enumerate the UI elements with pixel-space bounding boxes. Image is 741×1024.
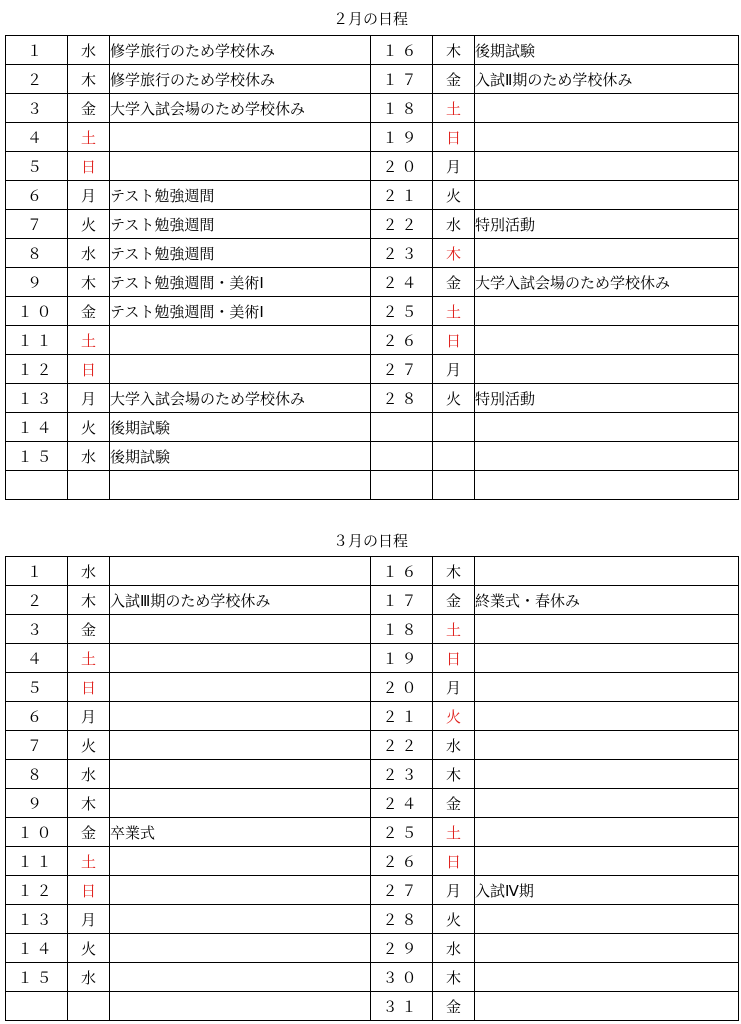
day-cell: ２６ bbox=[371, 326, 433, 355]
event-cell bbox=[475, 731, 739, 760]
day-cell: １０ bbox=[6, 818, 68, 847]
table-row bbox=[6, 36, 739, 65]
weekday-cell: 火 bbox=[433, 702, 475, 731]
day-cell: ８ bbox=[6, 760, 68, 789]
event-cell: 後期試験 bbox=[110, 413, 371, 442]
day-cell: ７ bbox=[6, 210, 68, 239]
day-cell: １６ bbox=[371, 557, 433, 586]
day-cell: １３ bbox=[6, 905, 68, 934]
event-cell bbox=[475, 673, 739, 702]
day-cell: ３ bbox=[6, 94, 68, 123]
event-cell bbox=[475, 94, 739, 123]
table-row bbox=[6, 673, 739, 702]
table-row bbox=[6, 152, 739, 181]
event-cell bbox=[475, 818, 739, 847]
day-cell: １７ bbox=[371, 65, 433, 94]
weekday-cell: 金 bbox=[68, 818, 110, 847]
weekday-cell: 木 bbox=[68, 586, 110, 615]
weekday-cell: 水 bbox=[68, 557, 110, 586]
day-cell: ２ bbox=[6, 586, 68, 615]
day-cell: ６ bbox=[6, 702, 68, 731]
table-row bbox=[6, 355, 739, 384]
table-row bbox=[6, 181, 739, 210]
event-cell bbox=[475, 123, 739, 152]
event-cell bbox=[110, 644, 371, 673]
weekday-cell: 水 bbox=[68, 442, 110, 471]
weekday-cell: 日 bbox=[433, 644, 475, 673]
event-cell bbox=[110, 471, 371, 500]
table-row bbox=[6, 442, 739, 471]
event-cell: 修学旅行のため学校休み bbox=[110, 65, 371, 94]
day-cell: ３０ bbox=[371, 963, 433, 992]
event-cell: テスト勉強週間 bbox=[110, 210, 371, 239]
event-cell bbox=[110, 847, 371, 876]
weekday-cell: 金 bbox=[433, 268, 475, 297]
day-cell: ２５ bbox=[371, 818, 433, 847]
march-title: ３月の日程 bbox=[332, 532, 408, 550]
event-cell: 入試Ⅲ期のため学校休み bbox=[110, 586, 371, 615]
event-cell bbox=[110, 702, 371, 731]
event-cell: 大学入試会場のため学校休み bbox=[110, 384, 371, 413]
weekday-cell: 日 bbox=[68, 876, 110, 905]
table-row bbox=[6, 413, 739, 442]
day-cell: ２７ bbox=[371, 355, 433, 384]
event-cell bbox=[475, 413, 739, 442]
weekday-cell: 月 bbox=[68, 905, 110, 934]
table-row bbox=[6, 557, 739, 586]
event-cell bbox=[475, 355, 739, 384]
day-cell: １２ bbox=[6, 876, 68, 905]
weekday-cell: 木 bbox=[433, 963, 475, 992]
day-cell: ２０ bbox=[371, 673, 433, 702]
weekday-cell: 金 bbox=[68, 615, 110, 644]
event-cell bbox=[475, 760, 739, 789]
day-cell: ２６ bbox=[371, 847, 433, 876]
weekday-cell: 日 bbox=[68, 673, 110, 702]
day-cell: ２０ bbox=[371, 152, 433, 181]
event-cell bbox=[475, 847, 739, 876]
event-cell bbox=[475, 789, 739, 818]
table-row bbox=[6, 615, 739, 644]
event-cell: 大学入試会場のため学校休み bbox=[110, 94, 371, 123]
event-cell bbox=[110, 123, 371, 152]
event-cell: 修学旅行のため学校休み bbox=[110, 36, 371, 65]
event-cell: 後期試験 bbox=[475, 36, 739, 65]
weekday-cell: 月 bbox=[433, 673, 475, 702]
event-cell bbox=[475, 326, 739, 355]
weekday-cell bbox=[68, 992, 110, 1021]
day-cell: １１ bbox=[6, 847, 68, 876]
event-cell bbox=[475, 644, 739, 673]
event-cell bbox=[110, 934, 371, 963]
event-cell bbox=[475, 152, 739, 181]
day-cell: ２１ bbox=[371, 181, 433, 210]
table-row bbox=[6, 760, 739, 789]
event-cell bbox=[110, 876, 371, 905]
day-cell: １９ bbox=[371, 644, 433, 673]
event-cell bbox=[475, 963, 739, 992]
day-cell: １９ bbox=[371, 123, 433, 152]
weekday-cell: 金 bbox=[433, 789, 475, 818]
event-cell bbox=[475, 702, 739, 731]
table-row bbox=[6, 847, 739, 876]
table-row bbox=[6, 818, 739, 847]
event-cell bbox=[475, 181, 739, 210]
weekday-cell: 土 bbox=[68, 847, 110, 876]
weekday-cell: 土 bbox=[433, 615, 475, 644]
day-cell: ５ bbox=[6, 673, 68, 702]
weekday-cell: 土 bbox=[433, 818, 475, 847]
day-cell: ３ bbox=[6, 615, 68, 644]
event-cell bbox=[475, 905, 739, 934]
table-row bbox=[6, 123, 739, 152]
weekday-cell: 日 bbox=[433, 326, 475, 355]
event-cell bbox=[475, 442, 739, 471]
event-cell: 入試Ⅳ期 bbox=[475, 876, 739, 905]
day-cell: ２７ bbox=[371, 876, 433, 905]
day-cell: １４ bbox=[6, 934, 68, 963]
table-row bbox=[6, 789, 739, 818]
event-cell: テスト勉強週間 bbox=[110, 239, 371, 268]
weekday-cell bbox=[433, 413, 475, 442]
day-cell: ２５ bbox=[371, 297, 433, 326]
event-cell bbox=[475, 297, 739, 326]
event-cell bbox=[475, 934, 739, 963]
weekday-cell: 土 bbox=[68, 644, 110, 673]
table-row bbox=[6, 210, 739, 239]
weekday-cell: 木 bbox=[433, 36, 475, 65]
table-row bbox=[6, 586, 739, 615]
event-cell bbox=[475, 471, 739, 500]
event-cell: 特別活動 bbox=[475, 384, 739, 413]
day-cell: ８ bbox=[6, 239, 68, 268]
weekday-cell: 火 bbox=[68, 210, 110, 239]
event-cell bbox=[110, 355, 371, 384]
weekday-cell: 金 bbox=[433, 586, 475, 615]
event-cell: 特別活動 bbox=[475, 210, 739, 239]
table-row bbox=[6, 384, 739, 413]
day-cell: ２１ bbox=[371, 702, 433, 731]
event-cell bbox=[110, 615, 371, 644]
day-cell: １８ bbox=[371, 94, 433, 123]
day-cell: １２ bbox=[6, 355, 68, 384]
day-cell: ２４ bbox=[371, 268, 433, 297]
day-cell: ２４ bbox=[371, 789, 433, 818]
weekday-cell: 月 bbox=[433, 355, 475, 384]
day-cell: １５ bbox=[6, 442, 68, 471]
day-cell: ９ bbox=[6, 789, 68, 818]
event-cell: 後期試験 bbox=[110, 442, 371, 471]
weekday-cell: 土 bbox=[68, 123, 110, 152]
weekday-cell: 木 bbox=[433, 557, 475, 586]
table-row bbox=[6, 297, 739, 326]
weekday-cell: 木 bbox=[433, 239, 475, 268]
table-row bbox=[6, 94, 739, 123]
day-cell: １３ bbox=[6, 384, 68, 413]
event-cell bbox=[475, 615, 739, 644]
weekday-cell: 水 bbox=[68, 760, 110, 789]
day-cell: ３１ bbox=[371, 992, 433, 1021]
day-cell: ９ bbox=[6, 268, 68, 297]
day-cell bbox=[371, 471, 433, 500]
day-cell: １ bbox=[6, 557, 68, 586]
day-cell: ７ bbox=[6, 731, 68, 760]
day-cell: ４ bbox=[6, 644, 68, 673]
table-row bbox=[6, 702, 739, 731]
weekday-cell: 火 bbox=[68, 934, 110, 963]
day-cell: １８ bbox=[371, 615, 433, 644]
event-cell bbox=[110, 557, 371, 586]
weekday-cell: 木 bbox=[68, 65, 110, 94]
weekday-cell: 火 bbox=[68, 413, 110, 442]
event-cell bbox=[110, 905, 371, 934]
day-cell bbox=[6, 992, 68, 1021]
weekday-cell: 月 bbox=[68, 702, 110, 731]
weekday-cell: 木 bbox=[68, 268, 110, 297]
event-cell bbox=[475, 239, 739, 268]
table-row bbox=[6, 326, 739, 355]
table-row bbox=[6, 905, 739, 934]
event-cell bbox=[475, 557, 739, 586]
weekday-cell: 金 bbox=[68, 94, 110, 123]
weekday-cell: 土 bbox=[433, 94, 475, 123]
table-row bbox=[6, 644, 739, 673]
day-cell: ２８ bbox=[371, 384, 433, 413]
weekday-cell: 水 bbox=[433, 934, 475, 963]
weekday-cell: 木 bbox=[433, 760, 475, 789]
weekday-cell: 月 bbox=[433, 876, 475, 905]
weekday-cell: 日 bbox=[433, 123, 475, 152]
table-row bbox=[6, 963, 739, 992]
table-row bbox=[6, 268, 739, 297]
weekday-cell: 水 bbox=[433, 731, 475, 760]
table-row bbox=[6, 934, 739, 963]
day-cell: ２９ bbox=[371, 934, 433, 963]
weekday-cell: 日 bbox=[68, 152, 110, 181]
weekday-cell: 月 bbox=[433, 152, 475, 181]
weekday-cell: 火 bbox=[433, 181, 475, 210]
weekday-cell: 水 bbox=[68, 239, 110, 268]
weekday-cell: 土 bbox=[68, 326, 110, 355]
day-cell: １０ bbox=[6, 297, 68, 326]
day-cell: １４ bbox=[6, 413, 68, 442]
table-row bbox=[6, 471, 739, 500]
day-cell: ２ bbox=[6, 65, 68, 94]
event-cell bbox=[110, 326, 371, 355]
weekday-cell: 火 bbox=[433, 384, 475, 413]
event-cell: テスト勉強週間 bbox=[110, 181, 371, 210]
day-cell: ２８ bbox=[371, 905, 433, 934]
event-cell: 入試Ⅱ期のため学校休み bbox=[475, 65, 739, 94]
day-cell: １１ bbox=[6, 326, 68, 355]
weekday-cell: 水 bbox=[433, 210, 475, 239]
event-cell bbox=[110, 152, 371, 181]
weekday-cell: 金 bbox=[433, 992, 475, 1021]
day-cell: ６ bbox=[6, 181, 68, 210]
weekday-cell: 水 bbox=[68, 963, 110, 992]
event-cell: テスト勉強週間・美術Ⅰ bbox=[110, 268, 371, 297]
event-cell bbox=[110, 789, 371, 818]
weekday-cell: 日 bbox=[433, 847, 475, 876]
weekday-cell: 水 bbox=[68, 36, 110, 65]
weekday-cell: 木 bbox=[68, 789, 110, 818]
day-cell: １７ bbox=[371, 586, 433, 615]
weekday-cell: 月 bbox=[68, 384, 110, 413]
weekday-cell: 金 bbox=[433, 65, 475, 94]
event-cell: 卒業式 bbox=[110, 818, 371, 847]
weekday-cell bbox=[433, 471, 475, 500]
weekday-cell: 土 bbox=[433, 297, 475, 326]
day-cell: ２２ bbox=[371, 731, 433, 760]
day-cell bbox=[6, 471, 68, 500]
day-cell: ２２ bbox=[371, 210, 433, 239]
event-cell: 終業式・春休み bbox=[475, 586, 739, 615]
event-cell bbox=[110, 760, 371, 789]
event-cell: テスト勉強週間・美術Ⅰ bbox=[110, 297, 371, 326]
weekday-cell: 月 bbox=[68, 181, 110, 210]
table-row bbox=[6, 239, 739, 268]
weekday-cell bbox=[68, 471, 110, 500]
event-cell bbox=[475, 992, 739, 1021]
day-cell: １５ bbox=[6, 963, 68, 992]
day-cell bbox=[371, 413, 433, 442]
february-title: ２月の日程 bbox=[332, 10, 408, 28]
day-cell: ５ bbox=[6, 152, 68, 181]
table-row bbox=[6, 876, 739, 905]
day-cell: ４ bbox=[6, 123, 68, 152]
day-cell bbox=[371, 442, 433, 471]
event-cell bbox=[110, 731, 371, 760]
table-row bbox=[6, 65, 739, 94]
day-cell: ２３ bbox=[371, 239, 433, 268]
event-cell: 大学入試会場のため学校休み bbox=[475, 268, 739, 297]
weekday-cell: 金 bbox=[68, 297, 110, 326]
table-row bbox=[6, 731, 739, 760]
day-cell: ２３ bbox=[371, 760, 433, 789]
weekday-cell: 火 bbox=[433, 905, 475, 934]
day-cell: １６ bbox=[371, 36, 433, 65]
february-schedule-table bbox=[5, 35, 739, 500]
day-cell: １ bbox=[6, 36, 68, 65]
event-cell bbox=[110, 992, 371, 1021]
weekday-cell: 日 bbox=[68, 355, 110, 384]
march-schedule-table bbox=[5, 556, 739, 1021]
event-cell bbox=[110, 963, 371, 992]
weekday-cell: 火 bbox=[68, 731, 110, 760]
event-cell bbox=[110, 673, 371, 702]
weekday-cell bbox=[433, 442, 475, 471]
table-row bbox=[6, 992, 739, 1021]
